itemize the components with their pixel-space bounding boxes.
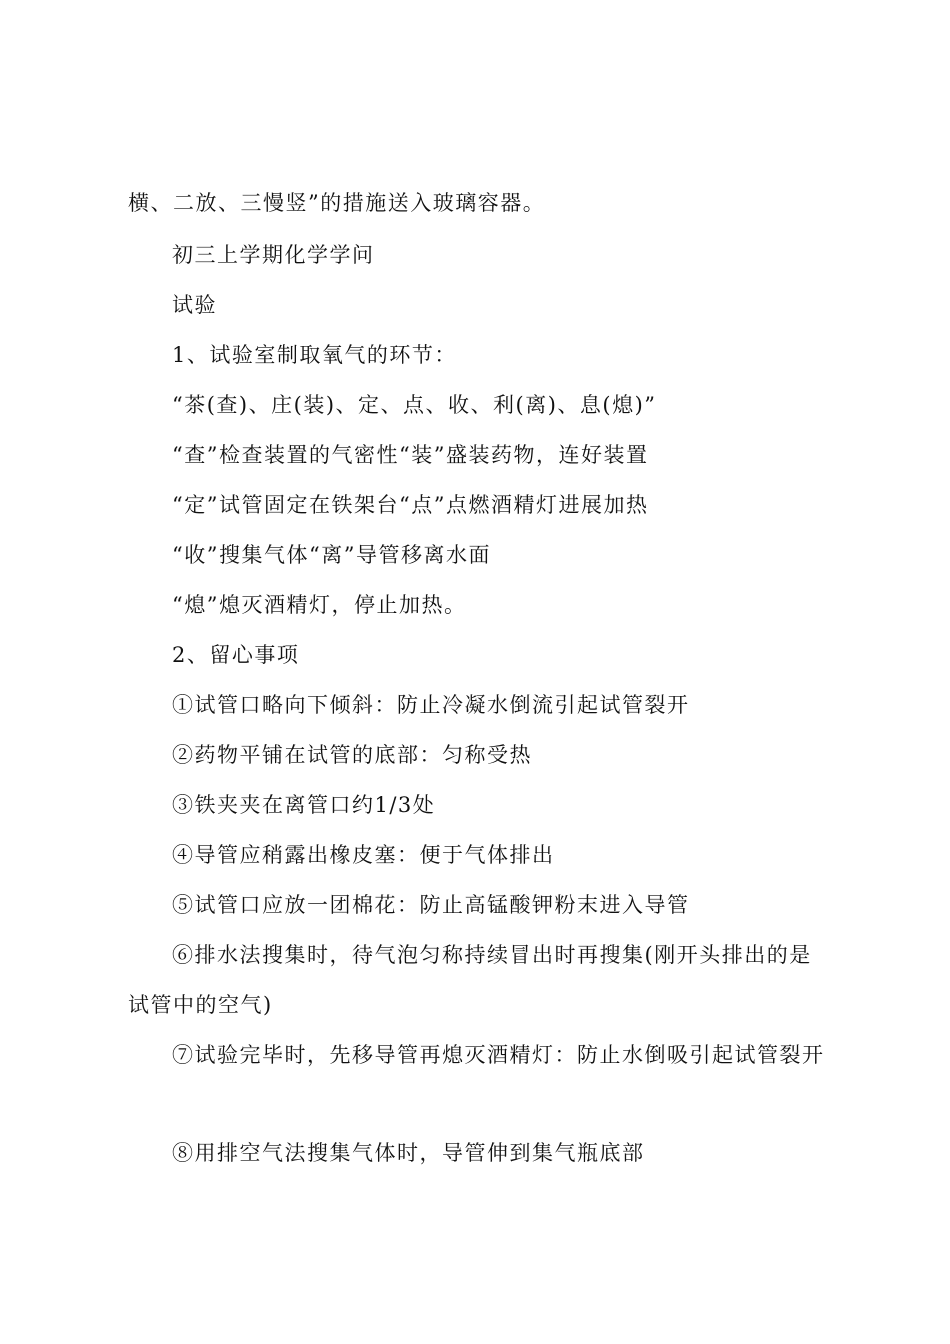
note-item-6-continued: 试管中的空气) <box>128 993 273 1017</box>
step-line-2: “定”试管固定在铁架台“点”点燃酒精灯进展加热 <box>172 493 649 517</box>
subsection-title: 试验 <box>172 293 217 317</box>
numbered-heading-1: 1、试验室制取氧气的环节： <box>172 343 457 367</box>
mnemonic-line: “茶(查)、庄(装)、定、点、收、利(离)、息(熄)” <box>172 393 657 417</box>
note-item-7: ⑦试验完毕时，先移导管再熄灭酒精灯：防止水倒吸引起试管裂开 <box>172 1043 825 1067</box>
note-item-2: ②药物平铺在试管的底部：匀称受热 <box>172 743 532 767</box>
text-line-1: 横、二放、三慢竖”的措施送入玻璃容器。 <box>128 191 546 215</box>
numbered-heading-2: 2、留心事项 <box>172 643 300 667</box>
note-item-6: ⑥排水法搜集时，待气泡匀称持续冒出时再搜集(刚开头排出的是 <box>172 943 812 967</box>
step-line-4: “熄”熄灭酒精灯，停止加热。 <box>172 593 467 617</box>
note-item-5: ⑤试管口应放一团棉花：防止高锰酸钾粉末进入导管 <box>172 893 690 917</box>
note-item-4: ④导管应稍露出橡皮塞：便于气体排出 <box>172 843 555 867</box>
step-line-3: “收”搜集气体“离”导管移离水面 <box>172 543 491 567</box>
section-title: 初三上学期化学学问 <box>172 243 375 267</box>
note-item-8: ⑧用排空气法搜集气体时，导管伸到集气瓶底部 <box>172 1141 645 1165</box>
note-item-3: ③铁夹夹在离管口约1/3处 <box>172 793 436 817</box>
note-item-1: ①试管口略向下倾斜：防止冷凝水倒流引起试管裂开 <box>172 693 690 717</box>
step-line-1: “查”检查装置的气密性“装”盛装药物，连好装置 <box>172 443 649 467</box>
